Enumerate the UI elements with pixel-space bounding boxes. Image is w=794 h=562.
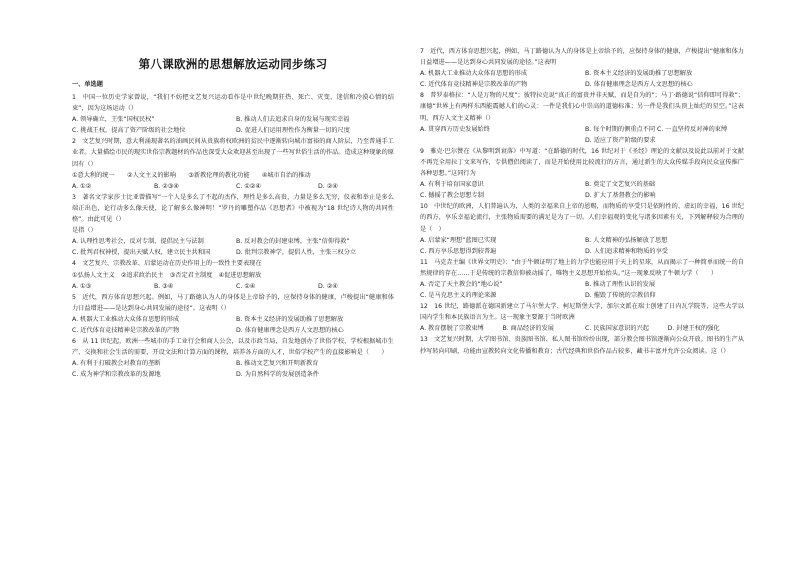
- answer-option[interactable]: D. 批判宗教神学，提倡人性，主张三权分立: [236, 249, 357, 257]
- answer-options: [420, 124, 744, 146]
- question-stem: ①弘扬人文主义 ②追求政治民主 ③否定君主制度 ④促进思想解放: [72, 271, 262, 279]
- question-stem: 5 近代，西方体育思想兴起。例如，马丁路德认为人的身体是上帝给予的，应保持身体的健康，卢梭提出“健康和体力日益增进——是达到身心共同发展的途径”。这表明（）: [72, 293, 394, 312]
- answer-option[interactable]: A. 有利于打破教会对教育的垄断: [72, 360, 161, 368]
- answer-option[interactable]: C. 是马克思主义的理论来源: [420, 292, 497, 300]
- question-item: [420, 334, 744, 356]
- question-stem: 10 中世纪的欧洲，人们普遍认为，人类的幸福来自上帝的恩赐，而物质的享受只是依附性的、虚幻的幸福，16 世纪的西方，享乐幸福论流行，主张物质需要的满足是为了一切。人们幸福观的变化与诸多因素有关，下列解释较为合理的是（ ）: [420, 203, 744, 233]
- answer-option[interactable]: D. 摧毁了传统的宗教信仰: [585, 292, 656, 300]
- answer-option[interactable]: A. 教育摆脱了宗教束缚: [420, 325, 484, 333]
- answer-option[interactable]: B. 资本主义经济的发展助推了思想解放: [236, 315, 344, 323]
- answer-option[interactable]: B. ③④: [154, 282, 174, 290]
- answer-option[interactable]: B. 反对教会的封建束缚，主张“信仰得救”: [236, 238, 350, 246]
- question-stem: ①意大利的统一 ②人文主义的影响 ③新教伦理的教化功能 ④城市自治的推动: [72, 171, 311, 179]
- question-item: [72, 92, 394, 136]
- answer-option[interactable]: A. 领导确立，王张“国权民权”: [72, 116, 155, 124]
- answer-option[interactable]: C. 批判君权神授，提出天赋人权，建立民主共和国: [72, 249, 211, 257]
- answer-option[interactable]: A. 贯穿西方历史发展始终: [420, 125, 490, 133]
- answer-option[interactable]: C. 撼摇了教会思想专制: [420, 192, 484, 200]
- question-item: [420, 46, 744, 90]
- answer-option[interactable]: A. ①②: [72, 182, 92, 190]
- answer-option[interactable]: C. 民族国家意识的兴起: [585, 325, 649, 333]
- question-stem: 2 文艺复兴时期，意大利涌现著名的油画民间从贵族将权欧洲的贫民中逐渐转向城市富裕的商人阶层，乃至普通手工业者。大量描绘市民的现实世俗宗教题材的作品也深受大众欢迎甚至出现了一些写世俗生活的作品。造成这种现象的原因有（）: [72, 138, 394, 168]
- question-stem: 1 中国一位历史学家曾说，“我们不妨把文艺复兴运动看作是中世纪晚期狂热、死亡、灾变、迷信和冷漠心情的结束”，因为这场运动（）: [72, 94, 394, 113]
- answer-option[interactable]: B. 资本主义经济的发展助推了思想解放: [585, 70, 693, 78]
- answer-option[interactable]: D. 扩大了基督教会的影响: [585, 192, 656, 200]
- answer-option[interactable]: A. 有利于培育国家意识: [420, 181, 484, 189]
- answer-option[interactable]: D. 封建王权的强化: [667, 325, 720, 333]
- answer-option[interactable]: D. ②④: [318, 182, 338, 190]
- question-stem: 11 马克垚主编《世界文明史》：“由于牛顿证明了地上的力学也能应用于天上的星球，从而揭示了一种简单而统一的自然规律的存在……于是传统的宗教信仰被动摇了，唯物主义思想开始抬头。”这一现象反映了牛顿力学（ ）: [420, 258, 744, 277]
- answer-option[interactable]: C. ①④: [236, 282, 256, 290]
- question-stem: 7 近代，西方体育思想兴起，例如，马丁路德认为人的身体是上帝给予的，应保持身体的健康，卢梭提出“健康和体力日益增进——是达到身心共同发展的途径。”这表明: [420, 48, 744, 67]
- question-stem: 9 雅克·巴尔赞在《从黎明到衰落》中写道：“在路德的时代，16 世纪对于《圣经》理论的文献以及说此以前对于文献不再完全用拉丁文来写作，专供僧侣阅读了，而是开始使用比较流行的方言，通过新生的大众传媒手段向民众宣传推广各种思想。”这同行为: [420, 147, 744, 178]
- answer-option[interactable]: C. ①②④: [236, 182, 261, 190]
- question-item: [72, 336, 394, 380]
- answer-option[interactable]: [420, 135, 579, 146]
- document-title: 第八课欧洲的思想解放运动同步练习: [138, 57, 328, 71]
- answer-option[interactable]: B. ②③④: [154, 182, 179, 190]
- answer-options: [420, 235, 744, 257]
- answer-option[interactable]: C. 挑战王权，提高了资产阶级的社会地位: [72, 127, 186, 135]
- answer-option[interactable]: D. 为自然科学的发展创造条件: [236, 371, 319, 379]
- right-question-list: [420, 46, 744, 357]
- answer-options: [72, 281, 394, 292]
- answer-options: [72, 181, 394, 192]
- answer-option[interactable]: C. 西方享乐思想得到较普遍: [420, 247, 497, 255]
- answer-option[interactable]: C. 近代体育竞技精神是宗教改革的产物: [72, 326, 180, 334]
- answer-options: [420, 323, 744, 334]
- answer-option[interactable]: D. 人们追求精神和物质的享受: [585, 247, 668, 255]
- section-heading: 一、单选题: [72, 81, 103, 88]
- left-question-list: [72, 92, 394, 380]
- question-item: [420, 201, 744, 256]
- question-stem: 3 著名文学家莎士比亚曾描写“一个人是多么了不起的杰作，理性是多么高贵，力量是多么无穷，仪表和举止是多么端正出色，论行动多么像天使，论了解多么像神明！”罗丹的雕塑作品《思想者》中被视为“18 世纪诗人物的共同性格”。由此可见（）: [72, 193, 394, 224]
- left-column: [72, 0, 394, 562]
- right-column: [420, 0, 744, 562]
- answer-option[interactable]: A. 机器大工业推动大众体育思想的形成: [72, 315, 180, 323]
- answer-option[interactable]: A. 认理性思考社会，反对专制，提倡民主与法制: [72, 238, 204, 246]
- answer-options: [72, 114, 394, 136]
- answer-option[interactable]: B. 推动人们去追求自身的发展与现实幸福: [236, 116, 350, 124]
- answer-options: [72, 236, 394, 258]
- answer-option[interactable]: D. 体育健康理念是西方人文思想的核心: [236, 326, 344, 334]
- answer-option[interactable]: C. 近代体育竞技精神是宗教改革的产物: [420, 81, 528, 89]
- answer-option[interactable]: B. 商品经济的发展: [502, 325, 554, 333]
- question-stem: 12 16 世纪，路德派在德国新建立了马尔堡大学、柯尼斯堡大学，加尔文派在瑞士创建了日内瓦学院等，这些大学以国内学生和本民族语言为主。这一现象主要源于当时欧洲: [420, 303, 744, 322]
- answer-option[interactable]: D. ②④: [318, 282, 338, 290]
- answer-option[interactable]: A. 机器大工业推动大众体育思想的形成: [420, 70, 528, 78]
- question-item: [72, 192, 394, 259]
- answer-option[interactable]: D. 体育健康理念是西方人文思想的核心: [585, 81, 693, 89]
- answer-option[interactable]: B. 推动文艺复兴和开明新教育: [236, 360, 319, 368]
- answer-option[interactable]: B. 推动了理性认识的发展: [585, 280, 656, 288]
- answer-option[interactable]: A. ①③: [72, 282, 92, 290]
- question-item: [72, 292, 394, 336]
- answer-option[interactable]: B. 每个时期的侧重点不同 C. 一直坚持反对神的束缚: [585, 125, 728, 133]
- question-item: [420, 301, 744, 334]
- answer-option[interactable]: D. 适应了资产阶级的要求: [585, 136, 656, 144]
- answer-option[interactable]: B. 奠定了文艺复兴的基础: [585, 181, 656, 189]
- question-stem: 6 从 11 世纪起，欧洲一些城市的手工业行会和商人公会，以及市政当局，自发地创办了世俗学校，学校根据城市生产、交换和社会生活的需要，开设文法和计算方面的课程，培养各方面的人才，世俗学校产生的直接影响是（ ）: [72, 338, 394, 357]
- answer-option[interactable]: A. 启蒙家“理想”蓝图已实现: [420, 236, 497, 244]
- answer-options: [72, 314, 394, 336]
- question-item: [420, 146, 744, 201]
- answer-option[interactable]: B. 人文精神的弘扬解放了思想: [585, 236, 668, 244]
- answer-options: [420, 179, 744, 201]
- question-item: [72, 136, 394, 191]
- answer-options: [420, 279, 744, 301]
- question-stem: 4 文艺复兴、宗教改革、启蒙运动在历史作用上的一致性主要表现在: [72, 260, 262, 268]
- answer-options: [72, 358, 394, 380]
- answer-option[interactable]: D. 促进人们运用理性作为衡量一切的尺度: [236, 127, 350, 135]
- answer-option[interactable]: C. 成为神学和宗教改革的发源地: [72, 371, 161, 379]
- answer-option[interactable]: A. 否定了天主教会的“地心说”: [420, 280, 503, 288]
- question-item: [420, 257, 744, 301]
- answer-options: [420, 68, 744, 90]
- question-stem: 8 普罗泰格拉：“人是万物的尺度”；彼特拉克说“真正的富贵并非天赋，而是自为的”；马丁·路德说“信仰即可得救”；康德“世界上有两样东西能震撼人们的心灵：一件是我们心中崇高的道德标准；另一件是我们头顶上灿烂的星空。”这表明，西方人文主义精神（）: [420, 92, 744, 122]
- question-stem: 是指（）: [72, 227, 97, 235]
- question-stem: 13 文艺复兴时期，大学图书馆、贵族图书馆、私人图书馆纷纷出现，部分教会图书馆逐渐向公众开放。图书的生产从抄写转向印刷，功能由宣教转向文化传播和教育；古代经典和世俗作品占较多，藏书丰富并允许公众阅读。这（）: [420, 336, 744, 355]
- question-item: [72, 258, 394, 291]
- question-item: [420, 90, 744, 145]
